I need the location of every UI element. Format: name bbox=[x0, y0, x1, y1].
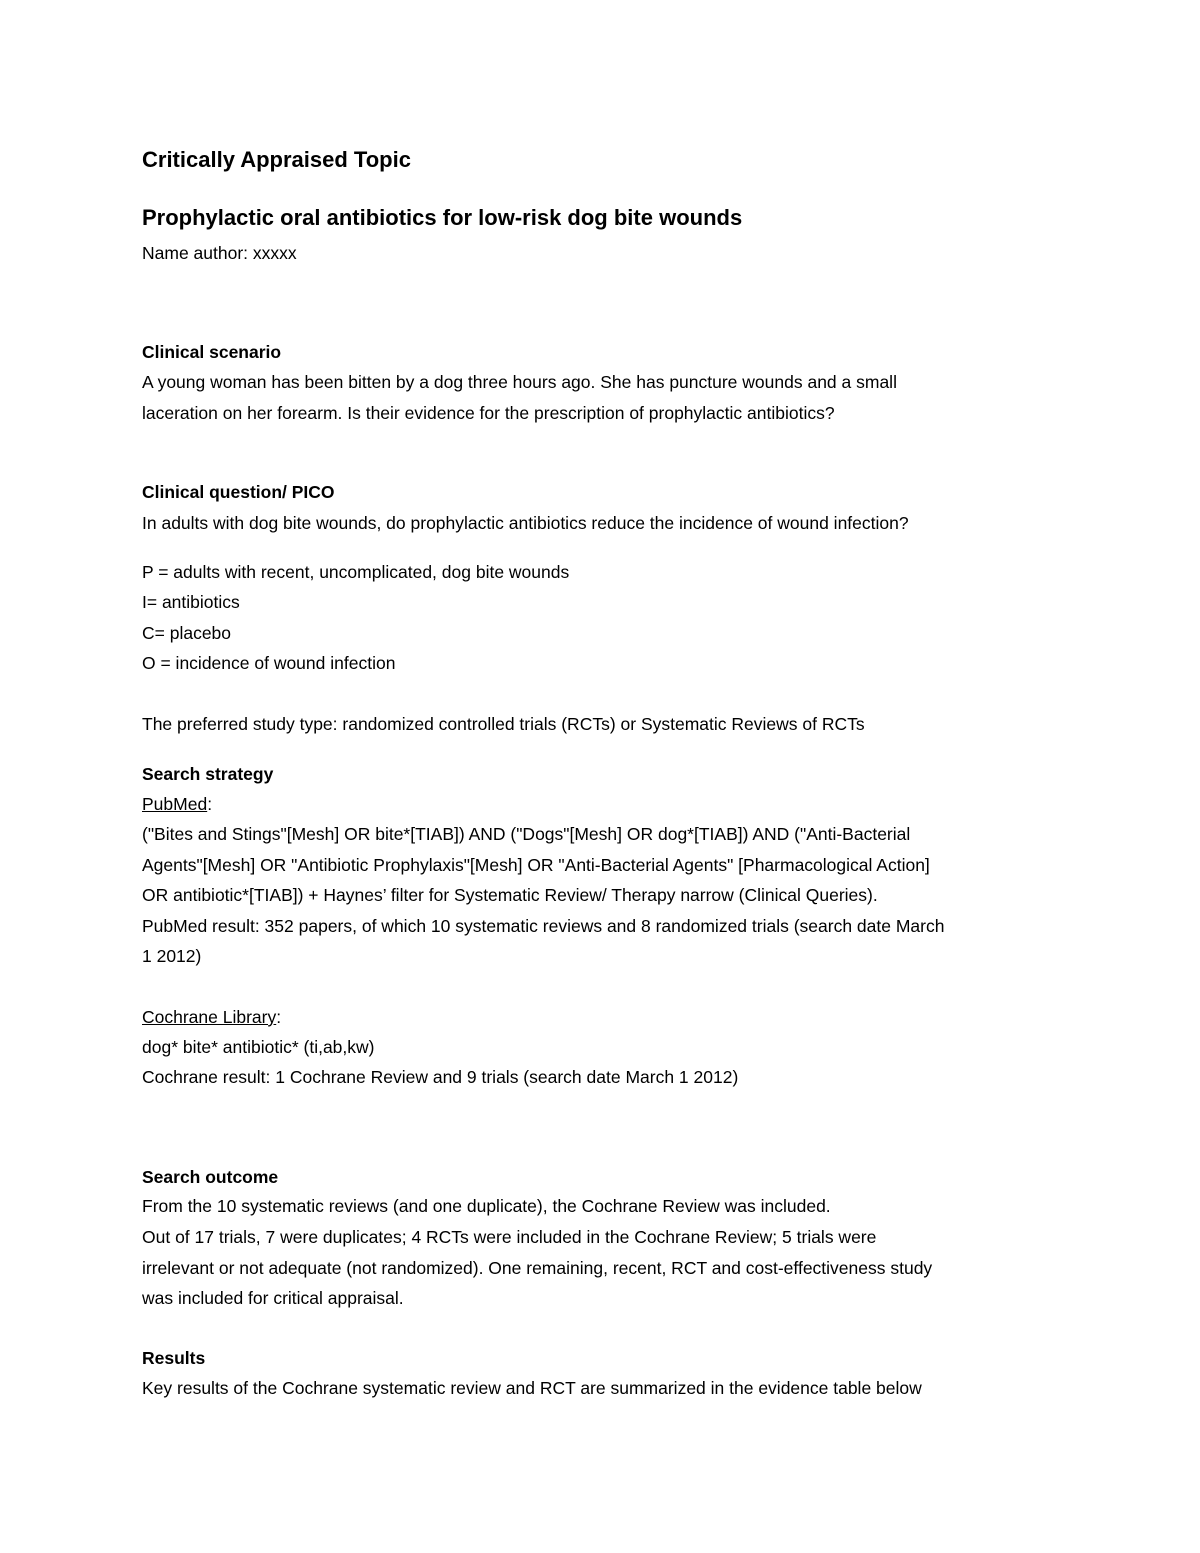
search-outcome-line: Out of 17 trials, 7 were duplicates; 4 RCTs were included in the Cochrane Review; 5 trials were bbox=[142, 1227, 877, 1247]
pubmed-query-line: OR antibiotic*[TIAB]) + Haynes’ filter for Systematic Review/ Therapy narrow (Clinical Queries). bbox=[142, 885, 878, 905]
author-line: Name author: xxxxx bbox=[142, 243, 297, 263]
cochrane-label-line bbox=[142, 1006, 281, 1028]
search-strategy-heading: Search strategy bbox=[142, 764, 274, 784]
results-line: Key results of the Cochrane systematic review and RCT are summarized in the evidence table below bbox=[142, 1378, 922, 1398]
pubmed-label-line bbox=[142, 793, 212, 815]
cochrane-query-line: dog* bite* antibiotic* (ti,ab,kw) bbox=[142, 1037, 375, 1057]
search-outcome-line: From the 10 systematic reviews (and one duplicate), the Cochrane Review was included. bbox=[142, 1196, 831, 1216]
pubmed-result-line: 1 2012) bbox=[142, 946, 202, 966]
pico-item: C= placebo bbox=[142, 623, 232, 643]
pico-item: I= antibiotics bbox=[142, 592, 240, 612]
pico-item: O = incidence of wound infection bbox=[142, 653, 396, 673]
document-title: Critically Appraised Topic bbox=[142, 147, 411, 172]
pubmed-query-line: ("Bites and Stings"[Mesh] OR bite*[TIAB]) AND ("Dogs"[Mesh] OR dog*[TIAB]) AND ("Anti-Bacterial bbox=[142, 824, 911, 844]
clinical-question-text: In adults with dog bite wounds, do prophylactic antibiotics reduce the incidence of wound infection? bbox=[142, 513, 909, 533]
pico-item: P = adults with recent, uncomplicated, dog bite wounds bbox=[142, 562, 570, 582]
study-type-line: The preferred study type: randomized controlled trials (RCTs) or Systematic Reviews of RCTs bbox=[142, 714, 865, 734]
clinical-scenario-line: laceration on her forearm. Is their evidence for the prescription of prophylactic antibiotics? bbox=[142, 403, 835, 423]
search-outcome-heading: Search outcome bbox=[142, 1167, 279, 1187]
clinical-scenario-heading: Clinical scenario bbox=[142, 342, 282, 362]
cochrane-label: Cochrane Library bbox=[142, 1007, 277, 1027]
results-heading: Results bbox=[142, 1348, 206, 1368]
cochrane-result-line: Cochrane result: 1 Cochrane Review and 9 trials (search date March 1 2012) bbox=[142, 1067, 739, 1087]
document-subtitle: Prophylactic oral antibiotics for low-risk dog bite wounds bbox=[142, 205, 743, 230]
pubmed-query-line: Agents"[Mesh] OR "Antibiotic Prophylaxis"[Mesh] OR "Anti-Bacterial Agents" [Pharmacological Action] bbox=[142, 855, 930, 875]
search-outcome-line: irrelevant or not adequate (not randomized). One remaining, recent, RCT and cost-effectiveness study bbox=[142, 1258, 933, 1278]
pubmed-label: PubMed bbox=[142, 794, 208, 814]
search-outcome-line: was included for critical appraisal. bbox=[142, 1288, 404, 1308]
clinical-scenario-line: A young woman has been bitten by a dog three hours ago. She has puncture wounds and a small bbox=[142, 372, 897, 392]
pubmed-colon: : bbox=[207, 794, 213, 814]
cochrane-colon: : bbox=[276, 1007, 282, 1027]
pubmed-result-line: PubMed result: 352 papers, of which 10 systematic reviews and 8 randomized trials (search date March bbox=[142, 916, 945, 936]
clinical-question-heading: Clinical question/ PICO bbox=[142, 482, 335, 502]
